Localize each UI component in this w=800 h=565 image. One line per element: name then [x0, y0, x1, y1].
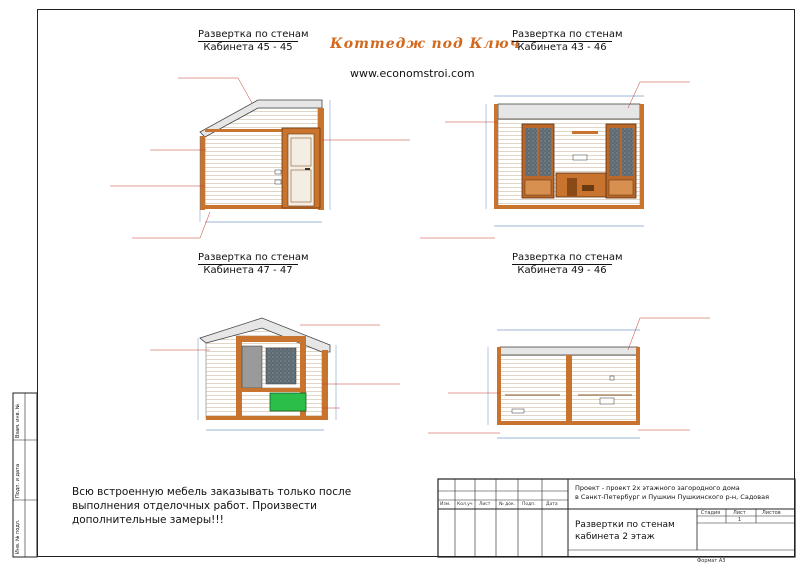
view-3-title: [198, 252, 309, 276]
format-label: Формат А3: [697, 558, 726, 564]
elevation-47-47: [150, 318, 400, 430]
furniture-note: Всю встроенную мебель заказывать только после выполнения отделочных работ. Произвести дополнительные замеры!!!: [72, 486, 352, 526]
brand-logo-text: Коттедж под Ключ: [330, 36, 521, 52]
view-1-title-line1: Развертка по стенам: [198, 29, 309, 40]
row-header-list: Лист: [479, 502, 491, 507]
view-4-title-line1: Развертка по стенам: [512, 252, 623, 263]
view-3-title-line2: Кабинета 47 - 47: [198, 264, 298, 276]
project-description-line1: Проект - проект 2х этажного загородного дома: [575, 484, 740, 492]
view-2-title-line2: Кабинета 43 - 46: [512, 41, 612, 53]
view-4-title: [512, 252, 623, 276]
view-1-title: [198, 29, 309, 53]
view-3-title-line1: Развертка по стенам: [198, 252, 309, 263]
sheet-number: 1: [738, 517, 742, 523]
row-header-date: Дата: [546, 502, 558, 507]
view-2-title-line1: Развертка по стенам: [512, 29, 623, 40]
elevation-43-46: [420, 82, 690, 238]
row-header-kol: Кол.уч: [457, 502, 473, 507]
row-header-izm: Изм.: [440, 502, 451, 507]
sheet-name-line2: кабинета 2 этаж: [575, 532, 655, 542]
elevation-49-46: [428, 318, 710, 438]
site-url: www.economstroi.com: [350, 67, 475, 80]
project-description: [575, 484, 793, 502]
side-stamp-3: Инв. № подл.: [15, 519, 21, 554]
side-stamp-1: Взам. инв. №: [15, 404, 21, 438]
sheet-name-line1: Развертки по стенам: [575, 520, 675, 530]
elevation-45-45: [110, 78, 410, 238]
project-description-line2: в Санкт-Петербург и Пушкин Пушкинского р-н, Садовая: [575, 493, 770, 501]
col-sheets-label: Листов: [762, 510, 781, 516]
view-4-title-line2: Кабинета 49 - 46: [512, 264, 612, 276]
col-sheet-label: Лист: [733, 510, 746, 516]
row-header-sign: Подп.: [522, 502, 536, 507]
title-block-lines: [13, 393, 795, 557]
row-header-doc: № док.: [499, 502, 516, 507]
col-stage-label: Стадия: [701, 510, 721, 516]
view-1-title-line2: Кабинета 45 - 45: [198, 41, 298, 53]
view-2-title: [512, 29, 623, 53]
side-stamp-2: Подп. и дата: [15, 463, 21, 498]
sheet-name: [575, 519, 675, 543]
